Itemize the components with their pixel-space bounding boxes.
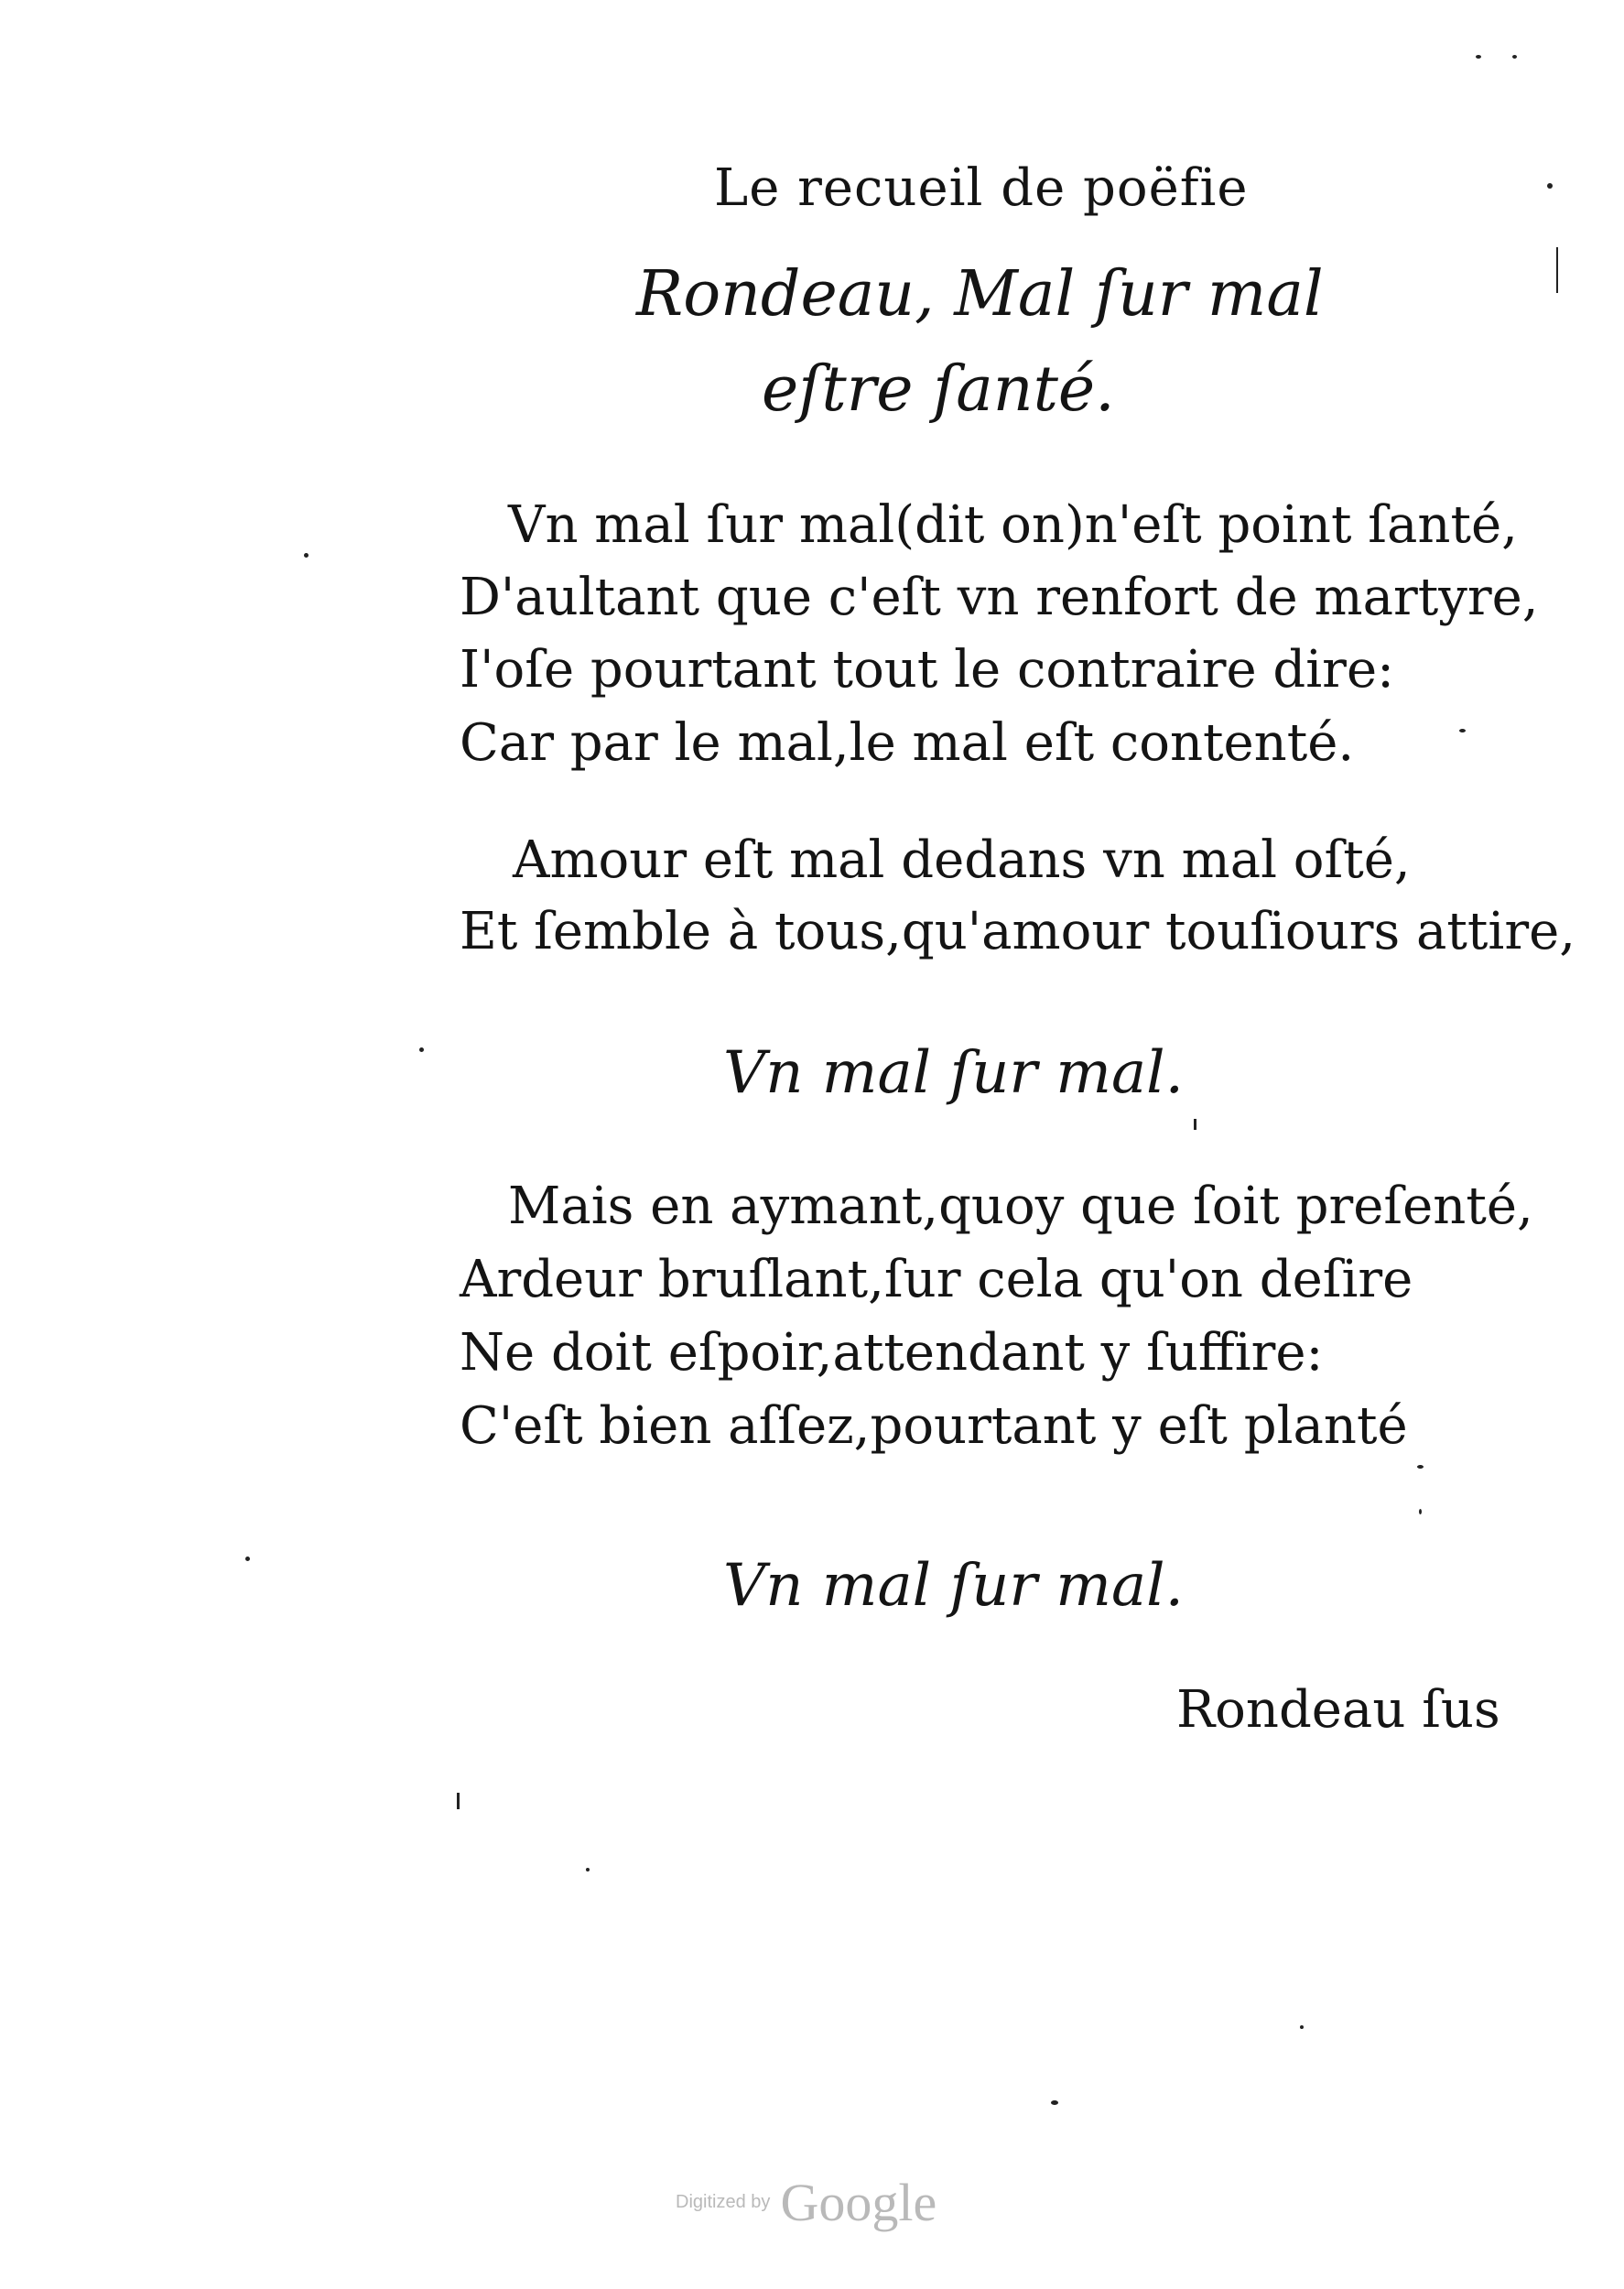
verse-line: Vn mal ſur mal(dit on)n'eſt point ſanté, bbox=[508, 495, 1518, 555]
scan-speck bbox=[1194, 1119, 1196, 1130]
scan-speck bbox=[1051, 2100, 1058, 2105]
running-head: Le recueil de poëfie bbox=[714, 158, 1249, 218]
scan-speck bbox=[1459, 729, 1466, 732]
catchword: Rondeau ſus bbox=[1176, 1680, 1500, 1740]
verse-line: C'eſt bien aſſez,pourtant y eſt planté bbox=[460, 1396, 1408, 1456]
scan-speck bbox=[586, 1868, 590, 1871]
poem-title-line-1: Rondeau, Mal ſur mal bbox=[636, 258, 1324, 331]
verse-line: Ne doit eſpoir,attendant y ſuffire: bbox=[460, 1323, 1324, 1383]
scan-speck bbox=[304, 553, 309, 558]
scan-speck bbox=[1476, 55, 1481, 59]
digitized-by-label: Digitized by bbox=[676, 2192, 771, 2212]
scan-speck bbox=[1547, 183, 1553, 189]
verse-line: Amour eſt mal dedans vn mal oſté, bbox=[513, 830, 1411, 890]
google-wordmark: Google bbox=[780, 2173, 937, 2232]
scan-speck bbox=[1417, 1465, 1424, 1469]
scan-line-mark bbox=[1556, 247, 1558, 293]
scan-speck bbox=[1300, 2025, 1304, 2029]
refrain: Vn mal ſur mal. bbox=[723, 1039, 1184, 1107]
scan-speck bbox=[1419, 1509, 1422, 1514]
scan-speck bbox=[419, 1047, 424, 1052]
verse-line: Mais en aymant,quoy que ſoit preſenté, bbox=[508, 1177, 1533, 1236]
verse-line: Et ſemble à tous,qu'amour touſiours attire, bbox=[460, 902, 1576, 961]
digitized-by-watermark bbox=[676, 2172, 937, 2233]
scan-speck bbox=[1512, 55, 1517, 59]
verse-line: Ardeur bruſlant,ſur cela qu'on deſire bbox=[460, 1250, 1413, 1309]
refrain: Vn mal ſur mal. bbox=[723, 1552, 1184, 1620]
verse-line: I'oſe pourtant tout le contraire dire: bbox=[460, 640, 1394, 700]
scan-speck bbox=[457, 1793, 460, 1809]
verse-line: Car par le mal,le mal eſt contenté. bbox=[460, 713, 1355, 773]
poem-title-line-2: eſtre ſanté. bbox=[762, 353, 1115, 426]
scan-speck bbox=[245, 1557, 250, 1561]
verse-line: D'aultant que c'eſt vn renfort de martyre, bbox=[460, 568, 1539, 627]
